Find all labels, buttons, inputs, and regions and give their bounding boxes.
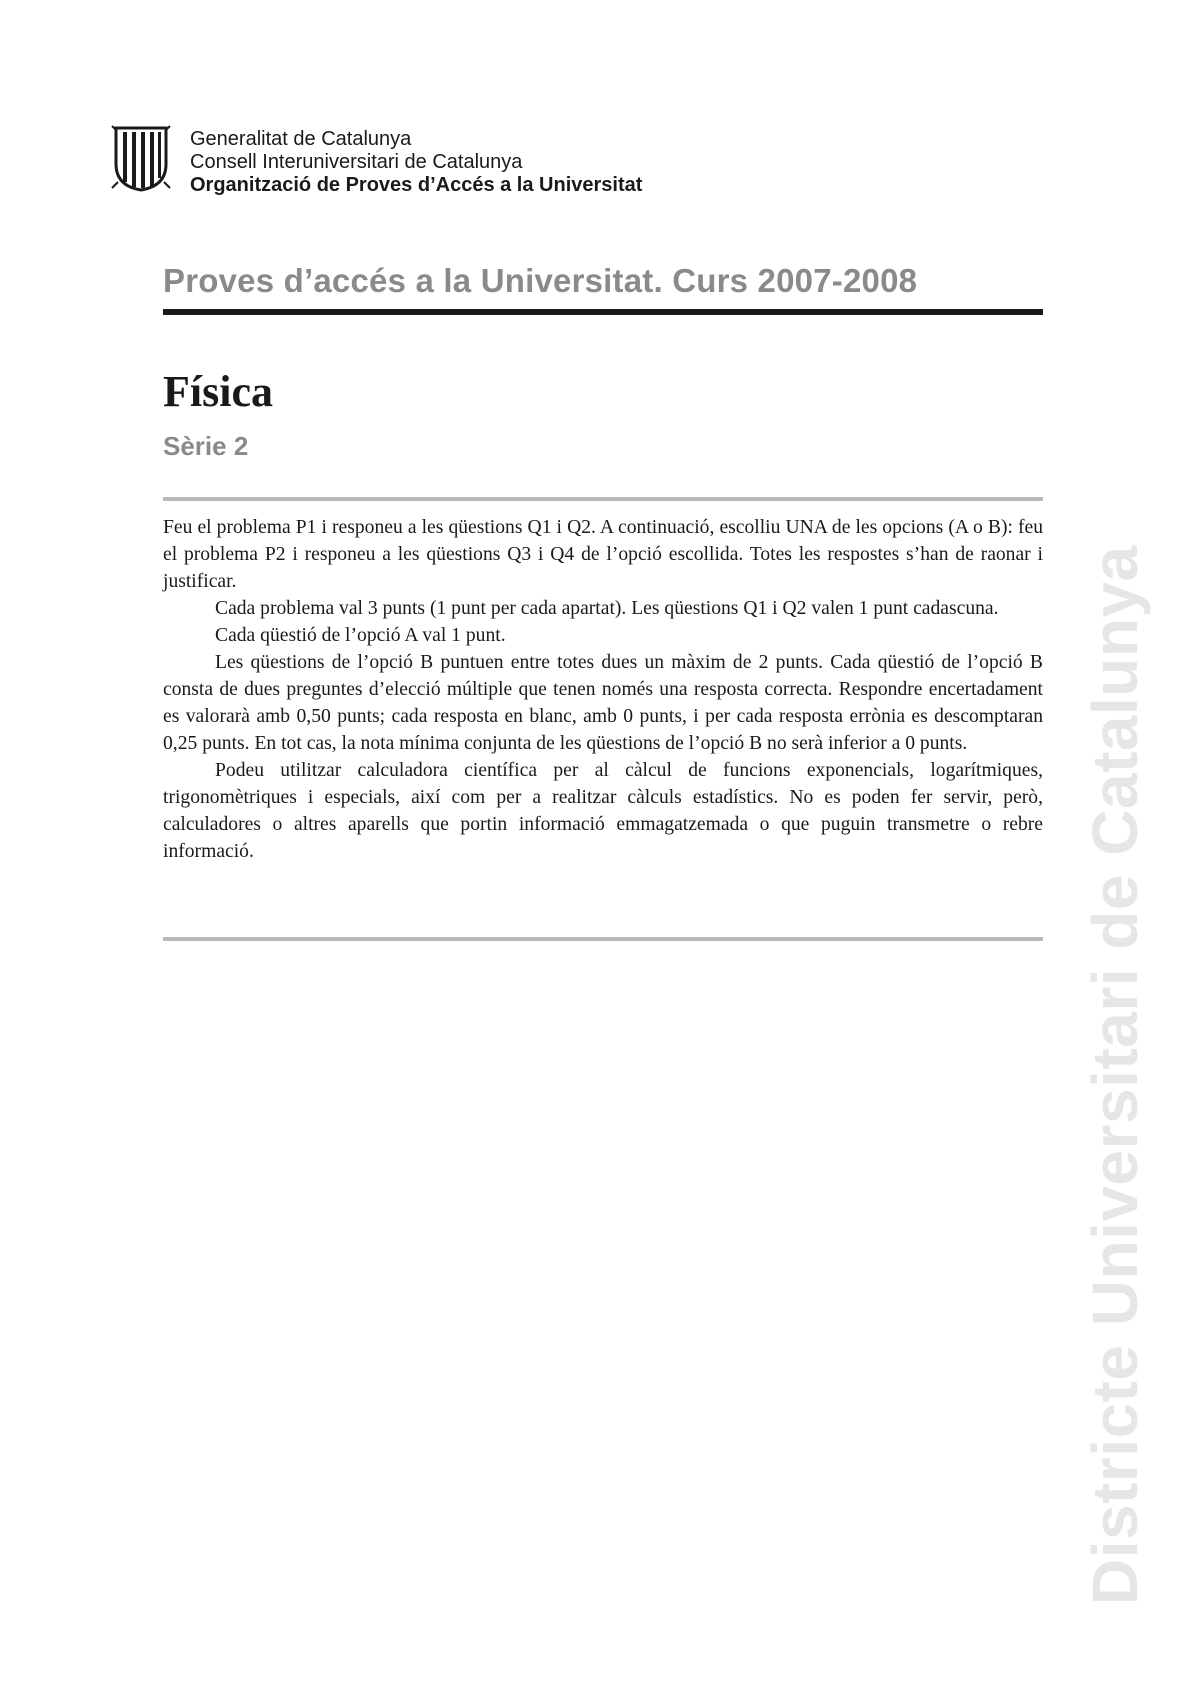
district-watermark-text: Districte Universitari de Catalunya [1079,545,1151,1605]
org-line-organitzacio: Organització de Proves d’Accés a la Universitat [190,174,643,196]
instruction-paragraph: Feu el problema P1 i responeu a les qüestions Q1 i Q2. A continuació, escolliu UNA de les opcions (A o B): feu el problema P2 i responeu a les qüestions Q3 i Q4 de l’opció escollida. Totes les respostes s’han de raonar i justificar. [163,517,1043,592]
series-label: Sèrie 2 [163,431,249,461]
header [110,124,642,196]
instruction-paragraph: Les qüestions de l’opció B puntuen entre totes dues un màxim de 2 punts. Cada qüestió de l’opció B consta de dues preguntes d’elecció múltiple que tenen només una resposta correcta. Respondre encertadament es valorarà amb 0,50 punts; cada resposta en blanc, amb 0 punts, i per cada resposta errònia es descomptaran 0,25 punts. En tot cas, la nota mínima conjunta de les qüestions de l’opció B no serà inferior a 0 punts. [163,652,1043,754]
instructions-block [163,514,1043,865]
instruction-paragraph: Cada problema val 3 punts (1 punt per cada apartat). Les qüestions Q1 i Q2 valen 1 punt cadascuna. [215,598,999,619]
instructions-bottom-divider [163,937,1043,941]
generalitat-four-bars-seal-icon [110,124,172,192]
exam-title: Proves d’accés a la Universitat. Curs 2007-2008 [163,262,918,299]
subject-title: Física [163,367,273,416]
organization-name-block [190,124,642,197]
org-line-generalitat: Generalitat de Catalunya [190,128,412,150]
instruction-paragraph: Podeu utilitzar calculadora científica per al càlcul de funcions exponencials, logarítmiques, trigonomètriques i especials, així com per a realitzar càlculs estadístics. No es poden fer servir, però, calculadores o altres aparells que portin informació emmagatzemada o que puguin transmetre o rebre informació. [163,760,1043,862]
instructions-top-divider [163,497,1043,501]
org-line-consell: Consell Interuniversitari de Catalunya [190,151,523,173]
title-divider [163,309,1043,315]
instruction-paragraph: Cada qüestió de l’opció A val 1 punt. [215,625,506,646]
